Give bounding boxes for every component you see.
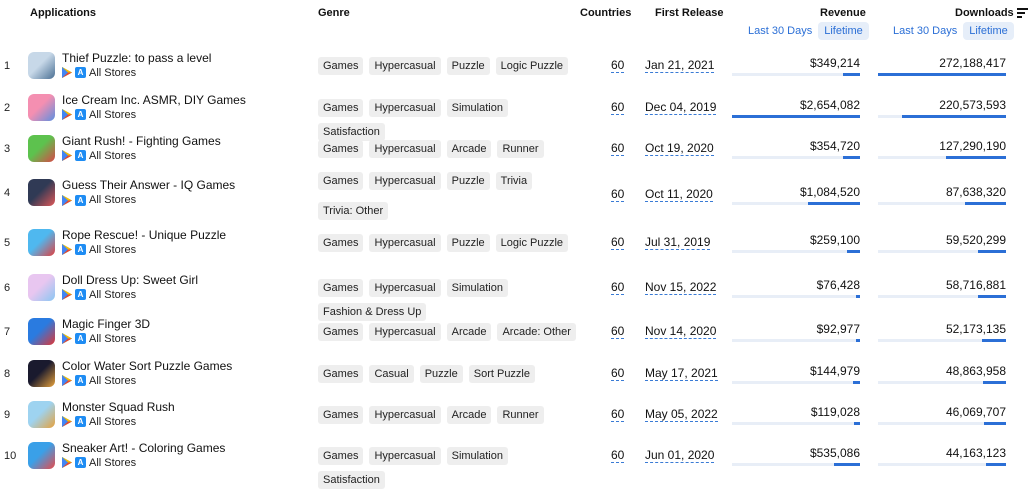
countries-count[interactable]: 60 — [611, 140, 625, 155]
genre-tag[interactable]: Fashion & Dress Up — [318, 303, 426, 321]
downloads-header[interactable] — [955, 7, 1028, 19]
sort-descending-icon[interactable] — [1017, 8, 1028, 18]
downloads-bar-fill — [965, 202, 1006, 205]
rank-number: 1 — [4, 59, 11, 72]
countries-count[interactable]: 60 — [611, 365, 625, 380]
app-name-link[interactable]: Thief Puzzle: to pass a level — [62, 50, 212, 65]
genre-tags — [318, 57, 578, 75]
first-release-date[interactable]: Nov 14, 2020 — [645, 323, 717, 338]
stores-label: All Stores — [89, 66, 137, 79]
downloads-bar-fill — [902, 115, 1006, 118]
table-row[interactable] — [0, 435, 1024, 486]
app-name-link[interactable]: Guess Their Answer - IQ Games — [62, 178, 236, 192]
revenue-period-toggle — [742, 22, 869, 40]
app-icon[interactable] — [28, 274, 55, 301]
app-name-link[interactable]: Ice Cream Inc. ASMR, DIY Games — [62, 92, 246, 107]
genre-tag[interactable]: Games — [318, 172, 363, 190]
rank-number: 7 — [4, 325, 11, 338]
revenue-bar-track — [732, 115, 860, 118]
genre-tag[interactable]: Games — [318, 447, 363, 465]
stores-label: All Stores — [89, 332, 137, 345]
genre-tags — [318, 172, 578, 220]
genre-tag[interactable]: Games — [318, 99, 363, 117]
first-release-date[interactable]: Jun 01, 2020 — [645, 447, 715, 462]
app-store-icon: A — [75, 289, 86, 300]
stores-label: All Stores — [89, 108, 137, 121]
revenue-bar-fill — [834, 463, 860, 466]
app-icon[interactable] — [28, 135, 55, 162]
countries-count[interactable]: 60 — [611, 406, 625, 421]
app-name-link[interactable]: Rope Rescue! - Unique Puzzle — [62, 227, 227, 242]
app-store-icon: A — [75, 150, 86, 161]
downloads-value: 59,520,299 — [945, 232, 1006, 247]
rank-number: 6 — [4, 281, 11, 294]
countries-count[interactable]: 60 — [611, 447, 625, 462]
genre-tag[interactable]: Games — [318, 323, 363, 341]
genre-tag[interactable]: Hypercasual — [369, 57, 440, 75]
first-release-date[interactable]: Jan 21, 2021 — [645, 57, 715, 72]
downloads-bar-track — [878, 339, 1006, 342]
genre-tags — [318, 365, 578, 383]
genre-tag[interactable]: Hypercasual — [369, 234, 440, 252]
downloads-bar-fill — [946, 156, 1006, 159]
downloads-value: 272,188,417 — [939, 55, 1006, 70]
stores-indicator — [62, 457, 136, 469]
downloads-bar-fill — [978, 295, 1006, 298]
downloads-bar-track — [878, 156, 1006, 159]
genre-tag[interactable]: Hypercasual — [369, 406, 440, 424]
genre-tags — [318, 447, 578, 489]
genre-tag[interactable]: Games — [318, 279, 363, 297]
revenue-value: $349,214 — [809, 55, 860, 70]
revenue-value: $119,028 — [810, 404, 860, 419]
table-row[interactable] — [0, 264, 1024, 318]
google-play-icon — [62, 333, 72, 344]
genre-tag[interactable]: Simulation — [447, 99, 508, 117]
genre-tag[interactable]: Logic Puzzle — [496, 57, 568, 75]
stores-indicator — [62, 289, 136, 301]
app-name-link[interactable]: Color Water Sort Puzzle Games — [62, 358, 233, 373]
app-name-link[interactable]: Doll Dress Up: Sweet Girl — [62, 272, 199, 287]
app-store-icon: A — [75, 244, 86, 255]
first-release-date[interactable]: Oct 11, 2020 — [645, 187, 713, 201]
google-play-icon — [62, 289, 72, 300]
revenue-bar-track — [732, 202, 860, 205]
revenue-bar-track — [732, 422, 860, 425]
countries-count[interactable]: 60 — [611, 234, 625, 249]
revenue-bar-track — [732, 73, 860, 76]
genre-tag[interactable]: Simulation — [447, 279, 508, 297]
genre-tag[interactable]: Games — [318, 234, 363, 252]
rank-number: 5 — [4, 236, 11, 249]
app-store-icon: A — [75, 457, 86, 468]
revenue-bar-fill — [847, 250, 860, 253]
genre-tag[interactable]: Trivia: Other — [318, 202, 388, 220]
table-row[interactable] — [0, 353, 1024, 394]
downloads-bar-track — [878, 73, 1006, 76]
app-icon[interactable] — [28, 229, 55, 256]
google-play-icon — [62, 150, 72, 161]
downloads-bar-track — [878, 250, 1006, 253]
stores-indicator — [62, 416, 136, 428]
app-store-icon: A — [75, 109, 86, 120]
stores-indicator — [62, 375, 136, 387]
app-icon[interactable] — [28, 179, 55, 206]
revenue-last-30-days-button[interactable]: Last 30 Days — [748, 25, 813, 37]
genre-tags — [318, 406, 578, 424]
table-row[interactable] — [0, 222, 1024, 263]
revenue-bar-fill — [856, 339, 860, 342]
genre-tag[interactable]: Puzzle — [447, 234, 490, 252]
revenue-bar-track — [732, 339, 860, 342]
genre-tag[interactable]: Games — [318, 140, 363, 158]
genre-tags — [318, 140, 578, 158]
genre-tag[interactable]: Arcade — [447, 140, 492, 158]
genre-tag[interactable]: Hypercasual — [369, 323, 440, 341]
app-name-link[interactable]: Giant Rush! - Fighting Games — [62, 133, 221, 148]
downloads-header-label[interactable]: Downloads — [955, 7, 1014, 19]
table-row[interactable] — [0, 311, 1024, 352]
genre-tag[interactable]: Games — [318, 57, 363, 75]
downloads-bar-fill — [986, 463, 1006, 466]
revenue-value: $76,428 — [816, 277, 860, 292]
genre-tag[interactable]: Casual — [369, 365, 413, 383]
app-store-icon: A — [75, 333, 86, 344]
genre-tag[interactable]: Games — [318, 365, 363, 383]
revenue-bar-track — [732, 463, 860, 466]
table-row[interactable] — [0, 45, 1024, 86]
countries-count[interactable]: 60 — [611, 279, 625, 294]
revenue-value: $535,086 — [809, 445, 860, 460]
revenue-bar-fill — [853, 381, 860, 384]
downloads-bar-fill — [878, 73, 1006, 76]
first-release-date[interactable]: Jul 31, 2019 — [645, 234, 711, 249]
first-release-date[interactable]: Nov 15, 2022 — [645, 279, 717, 294]
countries-header[interactable]: Countries — [580, 7, 632, 19]
genre-tag[interactable]: Hypercasual — [369, 447, 440, 465]
google-play-icon — [62, 457, 72, 468]
downloads-period-toggle — [887, 22, 1014, 40]
genre-tag[interactable]: Games — [318, 406, 363, 424]
genre-tag[interactable]: Satisfaction — [318, 471, 385, 489]
genre-tag[interactable]: Sort Puzzle — [469, 365, 535, 383]
table-row[interactable] — [0, 169, 1024, 221]
downloads-bar-track — [878, 202, 1006, 205]
revenue-bar-track — [732, 156, 860, 159]
downloads-bar-track — [878, 463, 1006, 466]
app-icon[interactable] — [28, 401, 55, 428]
revenue-value: $92,977 — [816, 321, 860, 336]
downloads-bar-track — [878, 295, 1006, 298]
revenue-value: $259,100 — [809, 232, 860, 247]
genre-tag[interactable]: Arcade — [447, 323, 492, 341]
rank-number: 3 — [4, 142, 11, 155]
rank-number: 10 — [4, 449, 17, 462]
revenue-value: $354,720 — [809, 138, 860, 153]
revenue-bar-fill — [843, 156, 860, 159]
app-name-link[interactable]: Monster Squad Rush — [62, 399, 175, 414]
stores-label: All Stores — [89, 415, 137, 428]
stores-indicator — [62, 109, 136, 121]
revenue-bar-track — [732, 295, 860, 298]
countries-count[interactable]: 60 — [611, 323, 625, 338]
rank-number: 9 — [4, 408, 11, 421]
genre-tags — [318, 234, 578, 252]
revenue-bar-track — [732, 250, 860, 253]
downloads-bar-track — [878, 115, 1006, 118]
rank-number: 4 — [4, 187, 11, 199]
first-release-date[interactable]: May 17, 2021 — [645, 365, 718, 380]
downloads-value: 87,638,320 — [945, 185, 1006, 199]
rank-number: 8 — [4, 367, 11, 380]
genre-tag[interactable]: Trivia — [496, 172, 532, 190]
genre-tag[interactable]: Simulation — [447, 447, 508, 465]
google-play-icon — [62, 375, 72, 386]
google-play-icon — [62, 416, 72, 427]
genre-tag[interactable]: Puzzle — [447, 172, 490, 190]
stores-label: All Stores — [89, 243, 137, 256]
stores-indicator — [62, 150, 136, 162]
genre-tags — [318, 323, 578, 341]
countries-count[interactable]: 60 — [611, 187, 625, 201]
downloads-lifetime-button[interactable]: Lifetime — [963, 22, 1014, 40]
genre-tag[interactable]: Hypercasual — [369, 99, 440, 117]
stores-label: All Stores — [89, 288, 137, 301]
stores-indicator — [62, 194, 136, 206]
revenue-bar-track — [732, 381, 860, 384]
google-play-icon — [62, 244, 72, 255]
table-row[interactable] — [0, 394, 1024, 435]
stores-indicator — [62, 333, 136, 345]
app-store-icon: A — [75, 67, 86, 78]
downloads-bar-fill — [982, 339, 1006, 342]
stores-indicator — [62, 244, 136, 256]
first-release-date[interactable]: Dec 04, 2019 — [645, 99, 717, 114]
downloads-value: 48,863,958 — [945, 363, 1006, 378]
genre-tag[interactable]: Hypercasual — [369, 279, 440, 297]
app-icon[interactable] — [28, 442, 55, 469]
revenue-lifetime-button[interactable]: Lifetime — [818, 22, 869, 40]
downloads-bar-fill — [984, 422, 1006, 425]
genre-tag[interactable]: Puzzle — [420, 365, 463, 383]
genre-tag[interactable]: Arcade — [447, 406, 492, 424]
downloads-value: 44,163,123 — [945, 445, 1006, 460]
first-release-header[interactable]: First Release — [655, 7, 724, 19]
app-icon[interactable] — [28, 318, 55, 345]
genre-tag[interactable]: Arcade: Other — [497, 323, 575, 341]
revenue-bar-fill — [843, 73, 860, 76]
downloads-value: 58,716,881 — [945, 277, 1006, 292]
app-icon[interactable] — [28, 360, 55, 387]
stores-label: All Stores — [89, 456, 137, 469]
downloads-value: 46,069,707 — [945, 404, 1006, 419]
google-play-icon — [62, 67, 72, 78]
genre-tag[interactable]: Puzzle — [447, 57, 490, 75]
app-name-link[interactable]: Magic Finger 3D — [62, 316, 151, 331]
revenue-bar-fill — [854, 422, 860, 425]
stores-label: All Stores — [89, 149, 137, 162]
app-store-icon: A — [75, 416, 86, 427]
genre-tag[interactable]: Runner — [497, 406, 543, 424]
stores-label: All Stores — [89, 194, 137, 206]
first-release-date[interactable]: Oct 19, 2020 — [645, 140, 714, 155]
downloads-value: 220,573,593 — [939, 97, 1006, 112]
genre-tag[interactable]: Runner — [497, 140, 543, 158]
table-row[interactable] — [0, 128, 1024, 169]
downloads-last-30-days-button[interactable]: Last 30 Days — [893, 25, 958, 37]
google-play-icon — [62, 109, 72, 120]
genre-header: Genre — [318, 7, 350, 19]
app-store-icon: A — [75, 195, 86, 206]
downloads-bar-fill — [983, 381, 1006, 384]
revenue-bar-fill — [856, 295, 860, 298]
first-release-date[interactable]: May 05, 2022 — [645, 406, 718, 421]
revenue-header[interactable]: Revenue — [820, 7, 866, 19]
app-icon[interactable] — [28, 94, 55, 121]
revenue-bar-fill — [732, 115, 860, 118]
app-name-link[interactable]: Sneaker Art! - Coloring Games — [62, 440, 226, 455]
downloads-bar-fill — [978, 250, 1006, 253]
table-row[interactable] — [0, 87, 1024, 138]
revenue-value: $1,084,520 — [799, 185, 860, 199]
rank-number: 2 — [4, 101, 11, 114]
applications-header: Applications — [30, 7, 97, 19]
app-store-icon: A — [75, 375, 86, 386]
downloads-bar-track — [878, 422, 1006, 425]
downloads-bar-track — [878, 381, 1006, 384]
app-icon[interactable] — [28, 52, 55, 79]
genre-tag[interactable]: Satisfaction — [318, 123, 385, 141]
genre-tag[interactable]: Hypercasual — [369, 140, 440, 158]
downloads-value: 52,173,135 — [945, 321, 1006, 336]
downloads-value: 127,290,190 — [939, 138, 1006, 153]
revenue-value: $144,979 — [809, 363, 860, 378]
revenue-bar-fill — [808, 202, 860, 205]
google-play-icon — [62, 195, 72, 206]
stores-label: All Stores — [89, 374, 137, 387]
countries-count[interactable]: 60 — [611, 57, 625, 72]
stores-indicator — [62, 67, 136, 79]
genre-tag[interactable]: Hypercasual — [369, 172, 440, 190]
revenue-value: $2,654,082 — [799, 97, 860, 112]
countries-count[interactable]: 60 — [611, 99, 625, 114]
genre-tag[interactable]: Logic Puzzle — [496, 234, 568, 252]
